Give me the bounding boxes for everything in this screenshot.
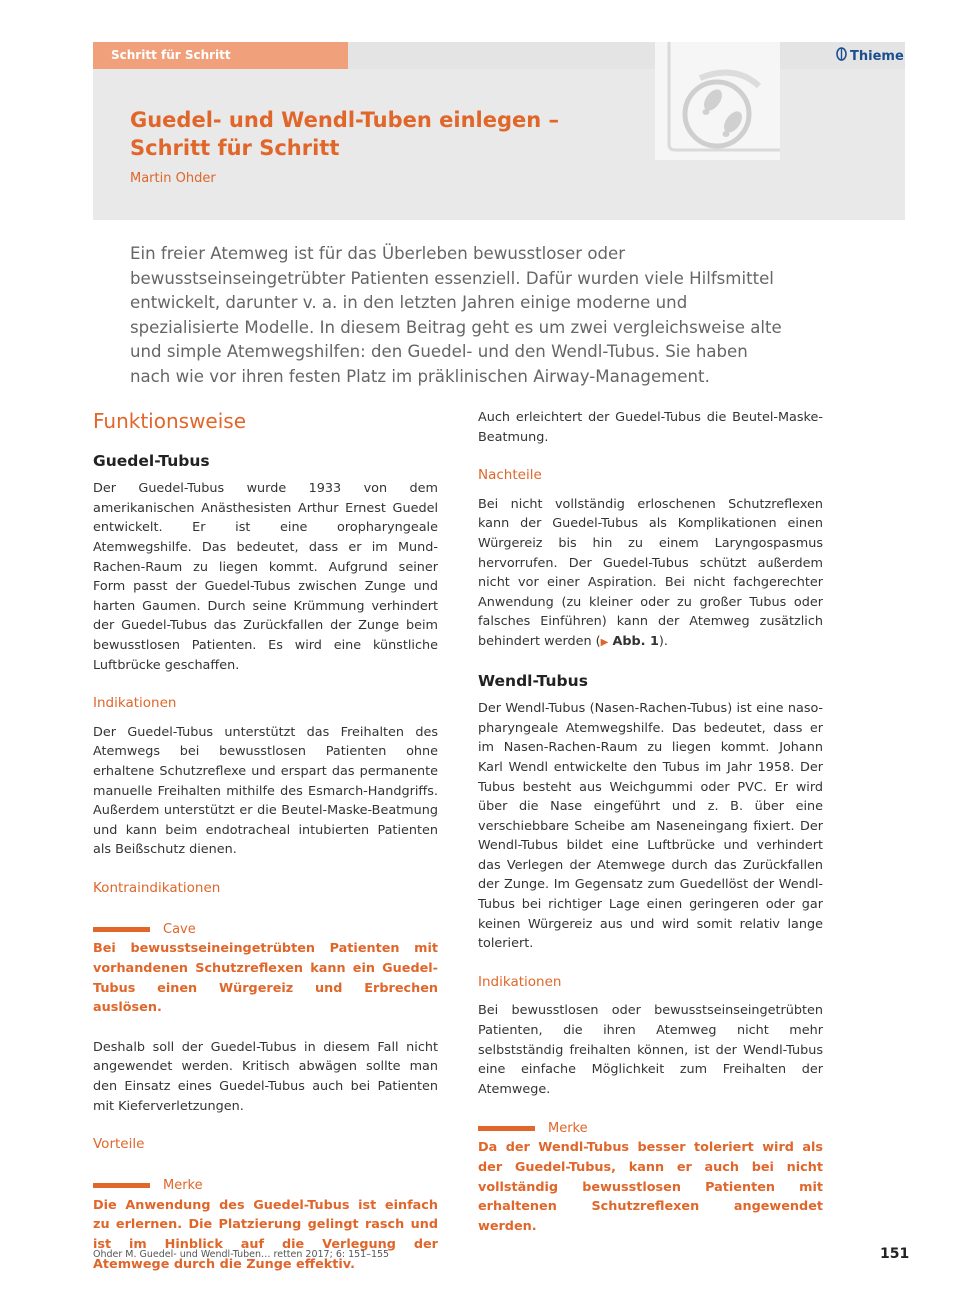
merke-label-wendl: Merke (548, 1120, 588, 1136)
figure-reference[interactable]: Abb. 1 (612, 633, 659, 649)
title-line-2: Schritt für Schritt (130, 136, 340, 160)
right-column (478, 408, 823, 1236)
page-number: 151 (880, 1246, 910, 1262)
heading-vorteile: Vorteile (93, 1136, 145, 1153)
arrow-right-icon: ▶ (600, 636, 609, 648)
callout-bar (93, 927, 150, 932)
heading-nachteile: Nachteile (478, 467, 542, 484)
publisher-brand[interactable] (836, 47, 904, 65)
merke-label: Merke (163, 1178, 203, 1194)
guedel-intro: Der Guedel-Tubus wurde 1933 von dem amerikanischen Anästhesisten Arthur Ernest Guedel entwickelt. Er ist eine oropharyngeale Atemwegshilfe. Das bedeutet, dass er im Mund-Rachen-Raum zu liegen kommt. Aufgrund seiner Form passt der Guedel-Tubus zwischen Zunge und harten Gaumen. Durch seine Krümmung verhindert der Guedel-Tubus das Zurückfallen der Zunge beim bewusstlosen Patienten. Es wird eine künstliche Luftbrücke geschaffen. (93, 481, 438, 673)
heading-indikationen: Indikationen (93, 695, 177, 712)
nachteile-text-after: ). (658, 633, 668, 649)
title-line-1: Guedel- und Wendl-Tuben einlegen – (130, 108, 560, 132)
heading-guedel-tubus: Guedel-Tubus (93, 451, 210, 470)
heading-funktionsweise: Funktionsweise (93, 409, 247, 433)
abstract: Ein freier Atemweg ist für das Überleben bewusstloser oder bewusstseinseingetrübter Patienten essenziell. Dafür wurden viele Hilfsmittel entwickelt, darunter v. a. in den letzten Jahren einige moderne und spezialisierte Modelle. In diesem Beitrag geht es um zwei vergleichsweise alte und simple Atemwegshilfen: den Guedel- und den Wendl-Tubus. Sie haben nach wie vor ihren festen Platz im präklinischen Airway-Management. (130, 244, 782, 386)
heading-indikationen-wendl: Indikationen (478, 973, 562, 990)
merke-callout-wendl (478, 1118, 823, 1236)
callout-bar (478, 1126, 535, 1131)
merke-text: Die Anwendung des Guedel-Tubus ist einfach zu erlernen. Die Platzierung gelingt rasch und ist im Hinblick auf die Verlegung der Atemwege durch die Zunge effektiv. (93, 1197, 438, 1272)
article-title (130, 106, 630, 162)
cave-callout (93, 919, 438, 1017)
kontraindikationen-text: Deshalb soll der Guedel-Tubus in diesem Fall nicht angewendet werden. Kritisch abwägen sollte man den Einsatz eines Guedel-Tubus auch bei Patienten mit Kieferverletzungen. (93, 1039, 438, 1114)
cave-text: Bei bewusstseineingetrübten Patienten mit vorhandenen Schutzreflexen kann ein Guedel-Tubus einen Würgereiz und Erbrechen auslösen. (93, 941, 438, 1016)
indikationen-text: Der Guedel-Tubus unterstützt das Freihalten des Atemwegs bei bewusstlosen Patienten ohne erhaltene Schutzreflexe und erspart das permanente manuelle Freihalten mithilfe des Esmarch-Handgriffs. Außerdem unterstützt er die Beutel-Maske-Beatmung und kann beim endotracheal intubierten Patienten als Beißschutz dienen. (93, 724, 438, 858)
cave-label: Cave (163, 921, 196, 937)
footprints-icon (655, 42, 780, 160)
left-column (93, 408, 438, 1274)
indikationen-wendl-text: Bei bewusstlosen oder bewusstseinseingetrübten Patienten, die ihren Atemweg nicht mehr selbstständig freihalten können, ist der Wendl-Tubus eine einfache Möglichkeit zum Freihalten der Atemwege. (478, 1003, 823, 1097)
merke-text-wendl: Da der Wendl-Tubus besser toleriert wird als der Guedel-Tubus, kann er auch bei nicht vollständig bewusstlosen Patienten mit erhaltenen Schutzreflexen angewendet werden. (478, 1140, 823, 1234)
author: Martin Ohder (130, 171, 216, 186)
heading-wendl-tubus: Wendl-Tubus (478, 671, 588, 690)
callout-bar (93, 1183, 150, 1188)
heading-kontraindikationen: Kontraindikationen (93, 879, 221, 896)
publisher-name: Thieme (850, 48, 904, 64)
thieme-logo-icon (836, 47, 847, 65)
nachteile-text (478, 495, 823, 653)
section-tab: Schritt für Schritt (93, 42, 348, 69)
beutel-maske-text: Auch erleichtert der Guedel-Tubus die Beutel-Maske-Beatmung. (478, 410, 823, 445)
header-topline (348, 42, 905, 69)
wendl-text: Der Wendl-Tubus (Nasen-Rachen-Tubus) ist eine nasopharyngeale Atemwegshilfe. Das bedeutet, dass er im Nasen-Rachen-Raum zu liegen kommt. Johann Karl Wendl entwickelte den Tubus im Jahr 1958. Der Tubus besteht aus Weichgummi oder PVC. Er wird über die Nase eingeführt und z. B. über eine verschiebbare Scheibe am Naseneingang fixiert. Der Wendl-Tubus bildet eine Luftbrücke und verhindert das Verlegen der Atemwege durch das Zurückfallen der Zunge. Im Gegensatz zum Guedellöst der Wendl-Tubus bei richtiger Lage einen geringeren oder gar keinen Würgereiz aus und wird somit relativ lange toleriert. (478, 701, 823, 952)
footer-citation: Ohder M. Guedel- und Wendl-Tuben… retten 2017; 6: 151–155 (93, 1249, 390, 1260)
nachteile-text-before: Bei nicht vollständig erloschenen Schutzreflexen kann der Guedel-Tubus als Komplikationen einen Würgereiz bis hin zu einem Laryngospasmus hervorrufen. Der Guedel-Tubus schützt außerdem nicht vor einer Aspiration. Bei nicht fachgerechter Anwendung (zu kleiner oder zu großer Tubus oder falsches Einführen) kann der Atemweg zusätzlich behindert werden ( (478, 496, 823, 649)
